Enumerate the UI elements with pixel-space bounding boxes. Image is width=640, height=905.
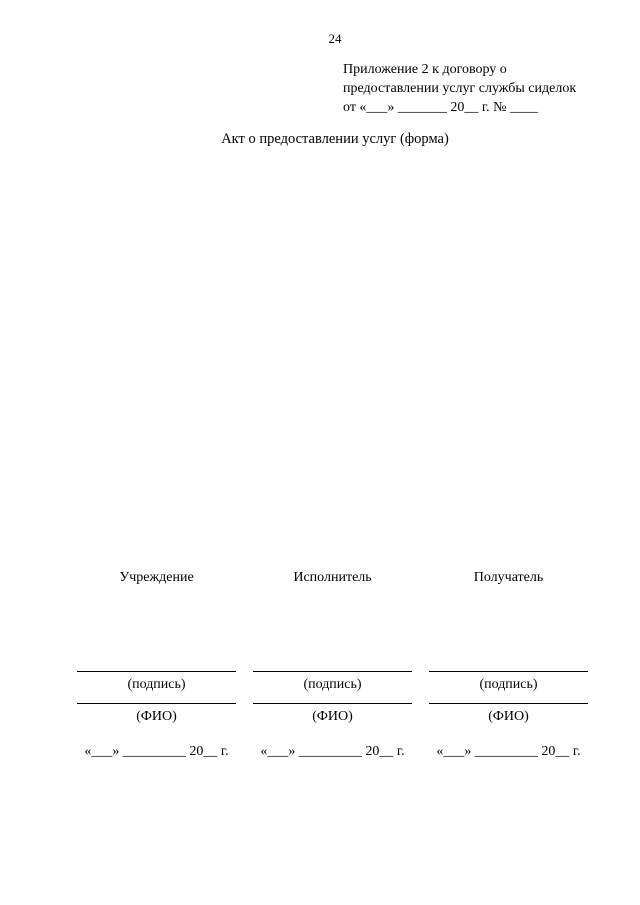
party-label: Учреждение [119,570,194,585]
party-label: Исполнитель [293,570,372,585]
signature-caption: (подпись) [479,677,538,692]
signature-caption: (подпись) [127,677,186,692]
name-caption: (ФИО) [312,709,353,724]
name-line [429,703,588,704]
date-line: «___» _________ 20__ г. [436,744,581,759]
signature-line [253,671,412,672]
name-line [77,703,236,704]
appendix-line-3: от «___» _______ 20__ г. № ____ [343,100,538,115]
signature-caption: (подпись) [303,677,362,692]
appendix-reference [343,60,576,117]
name-caption: (ФИО) [488,709,529,724]
date-line: «___» _________ 20__ г. [84,744,229,759]
page-number: 24 [328,31,342,46]
document-title: Акт о предоставлении услуг (форма) [221,131,449,147]
signature-line [77,671,236,672]
party-label: Получатель [473,570,544,585]
signature-block-executor [253,568,412,760]
name-caption: (ФИО) [136,709,177,724]
signature-line [429,671,588,672]
name-line [253,703,412,704]
appendix-line-2: предоставлении услуг службы сиделок [343,81,577,96]
signature-block-institution [77,568,236,760]
date-line: «___» _________ 20__ г. [260,744,405,759]
signature-block-recipient [429,568,588,760]
appendix-line-1: Приложение 2 к договору о [343,62,507,77]
